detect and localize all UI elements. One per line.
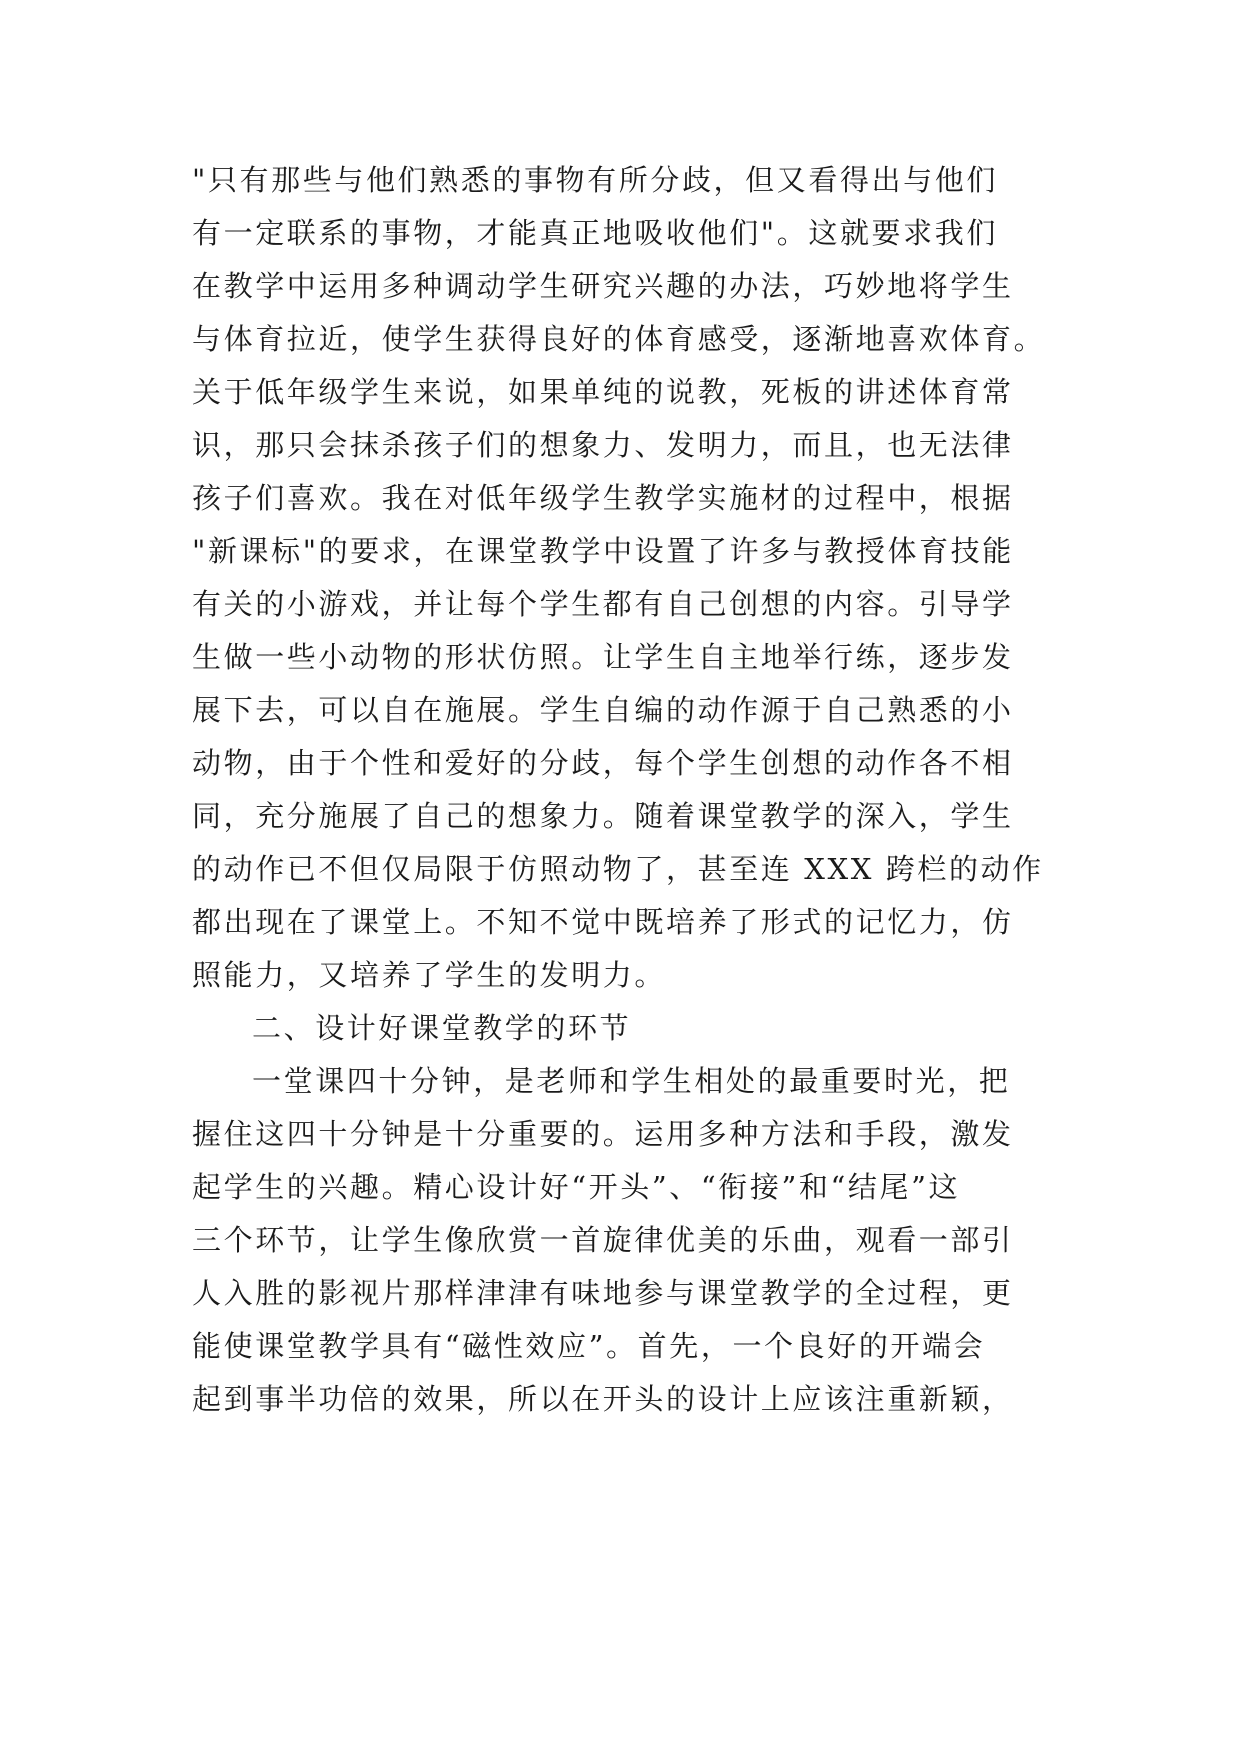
text-line: 起到事半功倍的效果，所以在开头的设计上应该注重新颖， [192,1382,1014,1416]
text-line: 识，那只会抹杀孩子们的想象力、发明力，而且，也无法律 [192,428,1014,462]
text-line: 有关的小游戏，并让每个学生都有自己创想的内容。引导学 [192,587,1014,621]
text-line: 的动作已不但仅局限于仿照动物了，甚至连 XXX 跨栏的动作 [192,852,1044,886]
text-line: 展下去，可以自在施展。学生自编的动作源于自己熟悉的小 [192,693,1014,727]
text-line: 同，充分施展了自己的想象力。随着课堂教学的深入，学生 [192,799,1014,833]
text-line: "只有那些与他们熟悉的事物有所分歧，但又看得出与他们 [192,163,998,197]
text-line: 都出现在了课堂上。不知不觉中既培养了形式的记忆力，仿 [192,905,1014,939]
text-line: 动物，由于个性和爱好的分歧，每个学生创想的动作各不相 [192,746,1014,780]
text-line: 孩子们喜欢。我在对低年级学生教学实施材的过程中，根据 [192,481,1014,515]
text-line: 关于低年级学生来说，如果单纯的说教，死板的讲述体育常 [192,375,1014,409]
text-line: 生做一些小动物的形状仿照。让学生自主地举行练，逐步发 [192,640,1014,674]
text-line: 与体育拉近，使学生获得良好的体育感受，逐渐地喜欢体育。 [192,322,1046,356]
text-line: 能使课堂教学具有“磁性效应”。首先，一个良好的开端会 [192,1329,986,1363]
text-line: 在教学中运用多种调动学生研究兴趣的办法，巧妙地将学生 [192,269,1014,303]
text-line: 起学生的兴趣。精心设计好“开头”、“衔接”和“结尾”这 [192,1170,961,1204]
text-line: 人入胜的影视片那样津津有味地参与课堂教学的全过程，更 [192,1276,1014,1310]
text-line: "新课标"的要求，在课堂教学中设置了许多与教授体育技能 [192,534,1014,568]
text-line: 照能力，又培养了学生的发明力。 [192,958,667,992]
text-line: 三个环节，让学生像欣赏一首旋律优美的乐曲，观看一部引 [192,1223,1014,1257]
text-line: 握住这四十分钟是十分重要的。运用多种方法和手段，激发 [192,1117,1014,1151]
text-line: 有一定联系的事物，才能真正地吸收他们"。这就要求我们 [192,216,998,250]
section-heading: 二、设计好课堂教学的环节 [252,1011,632,1045]
text-line: 一堂课四十分钟，是老师和学生相处的最重要时光，把 [252,1064,1011,1098]
